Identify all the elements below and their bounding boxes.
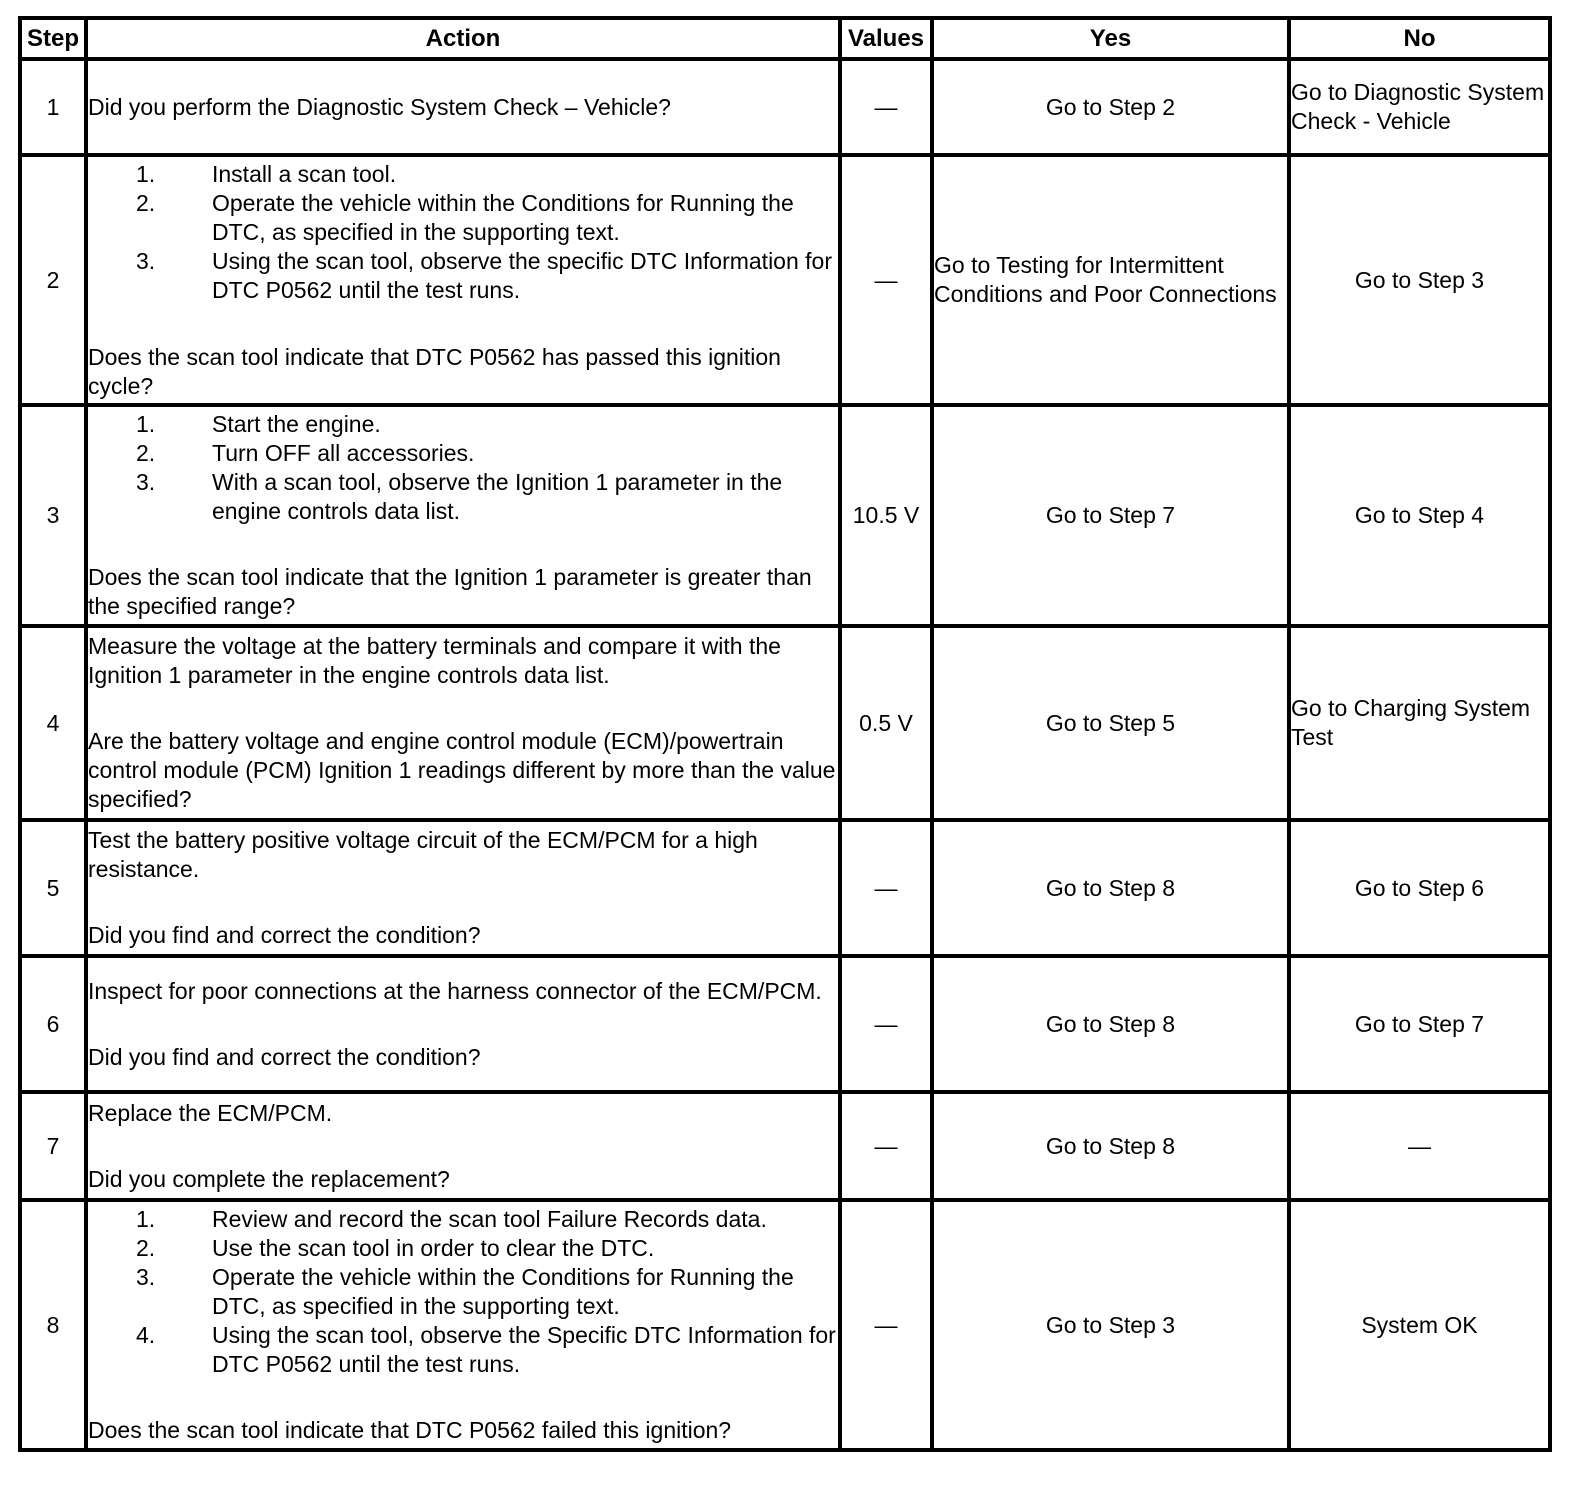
list-text: Turn OFF all accessories. — [212, 440, 475, 466]
list-number: 2. — [136, 189, 156, 216]
action-question: Does the scan tool indicate that the Ignition 1 parameter is greater than the specified range? — [88, 564, 812, 619]
list-text: Use the scan tool in order to clear the DTC. — [212, 1235, 655, 1261]
table-row — [20, 1200, 1550, 1450]
list-number: 1. — [136, 1206, 156, 1232]
action-steps — [88, 410, 838, 526]
header-no: No — [1289, 18, 1550, 59]
yes-cell: Go to Step 8 — [932, 820, 1289, 956]
no-cell: System OK — [1289, 1200, 1550, 1450]
yes-cell: Go to Step 3 — [932, 1200, 1289, 1450]
no-cell: Go to Step 4 — [1289, 405, 1550, 626]
action-cell — [86, 1092, 840, 1200]
list-item — [88, 189, 838, 247]
list-item — [88, 160, 838, 189]
list-number: 3. — [136, 247, 156, 274]
value-cell: — — [840, 820, 932, 956]
value-cell: — — [840, 155, 932, 405]
yes-cell: Go to Step 8 — [932, 956, 1289, 1092]
step-number: 2 — [20, 155, 86, 405]
step-number: 8 — [20, 1200, 86, 1450]
yes-cell: Go to Testing for Intermittent Conditions and Poor Connections — [932, 155, 1289, 405]
value-cell: — — [840, 1200, 932, 1450]
list-number: 1. — [136, 411, 156, 437]
action-text: Test the battery positive voltage circuit of the ECM/PCM for a high resistance. — [88, 827, 758, 882]
step-number: 3 — [20, 405, 86, 626]
action-question: Did you find and correct the condition? — [88, 922, 481, 948]
action-cell — [86, 59, 840, 155]
action-question: Does the scan tool indicate that DTC P0562 failed this ignition? — [88, 1417, 732, 1443]
no-cell: Go to Step 6 — [1289, 820, 1550, 956]
table-row — [20, 1092, 1550, 1200]
header-row — [20, 18, 1550, 59]
yes-cell: Go to Step 8 — [932, 1092, 1289, 1200]
list-item — [88, 1263, 838, 1321]
action-text: Did you perform the Diagnostic System Check – Vehicle? — [88, 93, 671, 120]
step-number: 6 — [20, 956, 86, 1092]
list-number: 3. — [136, 1264, 156, 1290]
step-number: 7 — [20, 1092, 86, 1200]
diagnostic-table — [18, 16, 1552, 1452]
action-question: Does the scan tool indicate that DTC P0562 has passed this ignition cycle? — [88, 343, 781, 399]
header-values: Values — [840, 18, 932, 59]
list-item — [88, 439, 838, 468]
list-number: 4. — [136, 1322, 156, 1348]
list-number: 3. — [136, 469, 156, 495]
table-row — [20, 405, 1550, 626]
no-cell: Go to Step 7 — [1289, 956, 1550, 1092]
action-cell — [86, 155, 840, 405]
list-text: Start the engine. — [212, 411, 381, 437]
action-steps — [88, 1205, 838, 1379]
yes-cell: Go to Step 5 — [932, 626, 1289, 820]
header-step: Step — [20, 18, 86, 59]
action-question: Are the battery voltage and engine control module (ECM)/powertrain control module (PCM) Ignition 1 readings different by more than the value specified? — [88, 728, 836, 812]
list-text: Review and record the scan tool Failure Records data. — [212, 1206, 767, 1232]
table-row — [20, 956, 1550, 1092]
value-cell: — — [840, 956, 932, 1092]
list-text: Operate the vehicle within the Conditions for Running the DTC, as specified in the supporting text. — [212, 189, 794, 245]
list-item — [88, 1234, 838, 1263]
list-text: Using the scan tool, observe the Specific DTC Information for DTC P0562 until the test runs. — [212, 1322, 836, 1377]
list-item — [88, 410, 838, 439]
action-question: Did you find and correct the condition? — [88, 1043, 481, 1070]
yes-cell: Go to Step 7 — [932, 405, 1289, 626]
value-cell: 10.5 V — [840, 405, 932, 626]
list-item — [88, 1321, 838, 1379]
yes-cell: Go to Step 2 — [932, 59, 1289, 155]
action-cell — [86, 820, 840, 956]
action-steps — [88, 160, 838, 305]
value-cell: — — [840, 59, 932, 155]
action-cell — [86, 1200, 840, 1450]
list-text: With a scan tool, observe the Ignition 1 parameter in the engine controls data list. — [212, 469, 783, 524]
no-cell: Go to Diagnostic System Check - Vehicle — [1289, 59, 1550, 155]
list-number: 2. — [136, 440, 156, 466]
step-number: 5 — [20, 820, 86, 956]
table-row — [20, 820, 1550, 956]
action-cell — [86, 956, 840, 1092]
list-text: Operate the vehicle within the Conditions for Running the DTC, as specified in the supporting text. — [212, 1264, 794, 1319]
list-number: 1. — [136, 160, 156, 187]
step-number: 1 — [20, 59, 86, 155]
list-number: 2. — [136, 1235, 156, 1261]
table-row — [20, 155, 1550, 405]
list-item — [88, 468, 838, 526]
action-cell — [86, 405, 840, 626]
list-text: Using the scan tool, observe the specific DTC Information for DTC P0562 until the test runs. — [212, 247, 833, 303]
action-question: Did you complete the replacement? — [88, 1165, 450, 1192]
table-row — [20, 626, 1550, 820]
list-item — [88, 247, 838, 305]
action-text: Inspect for poor connections at the harness connector of the ECM/PCM. — [88, 977, 822, 1004]
no-cell: Go to Step 3 — [1289, 155, 1550, 405]
value-cell: — — [840, 1092, 932, 1200]
step-number: 4 — [20, 626, 86, 820]
action-text: Measure the voltage at the battery terminals and compare it with the Ignition 1 parameter in the engine controls data list. — [88, 633, 781, 688]
header-action: Action — [86, 18, 840, 59]
list-item — [88, 1205, 838, 1234]
table-row — [20, 59, 1550, 155]
no-cell: Go to Charging System Test — [1289, 626, 1550, 820]
no-cell: — — [1289, 1092, 1550, 1200]
header-yes: Yes — [932, 18, 1289, 59]
action-text: Replace the ECM/PCM. — [88, 1099, 333, 1126]
action-cell — [86, 626, 840, 820]
value-cell: 0.5 V — [840, 626, 932, 820]
list-text: Install a scan tool. — [212, 160, 397, 187]
